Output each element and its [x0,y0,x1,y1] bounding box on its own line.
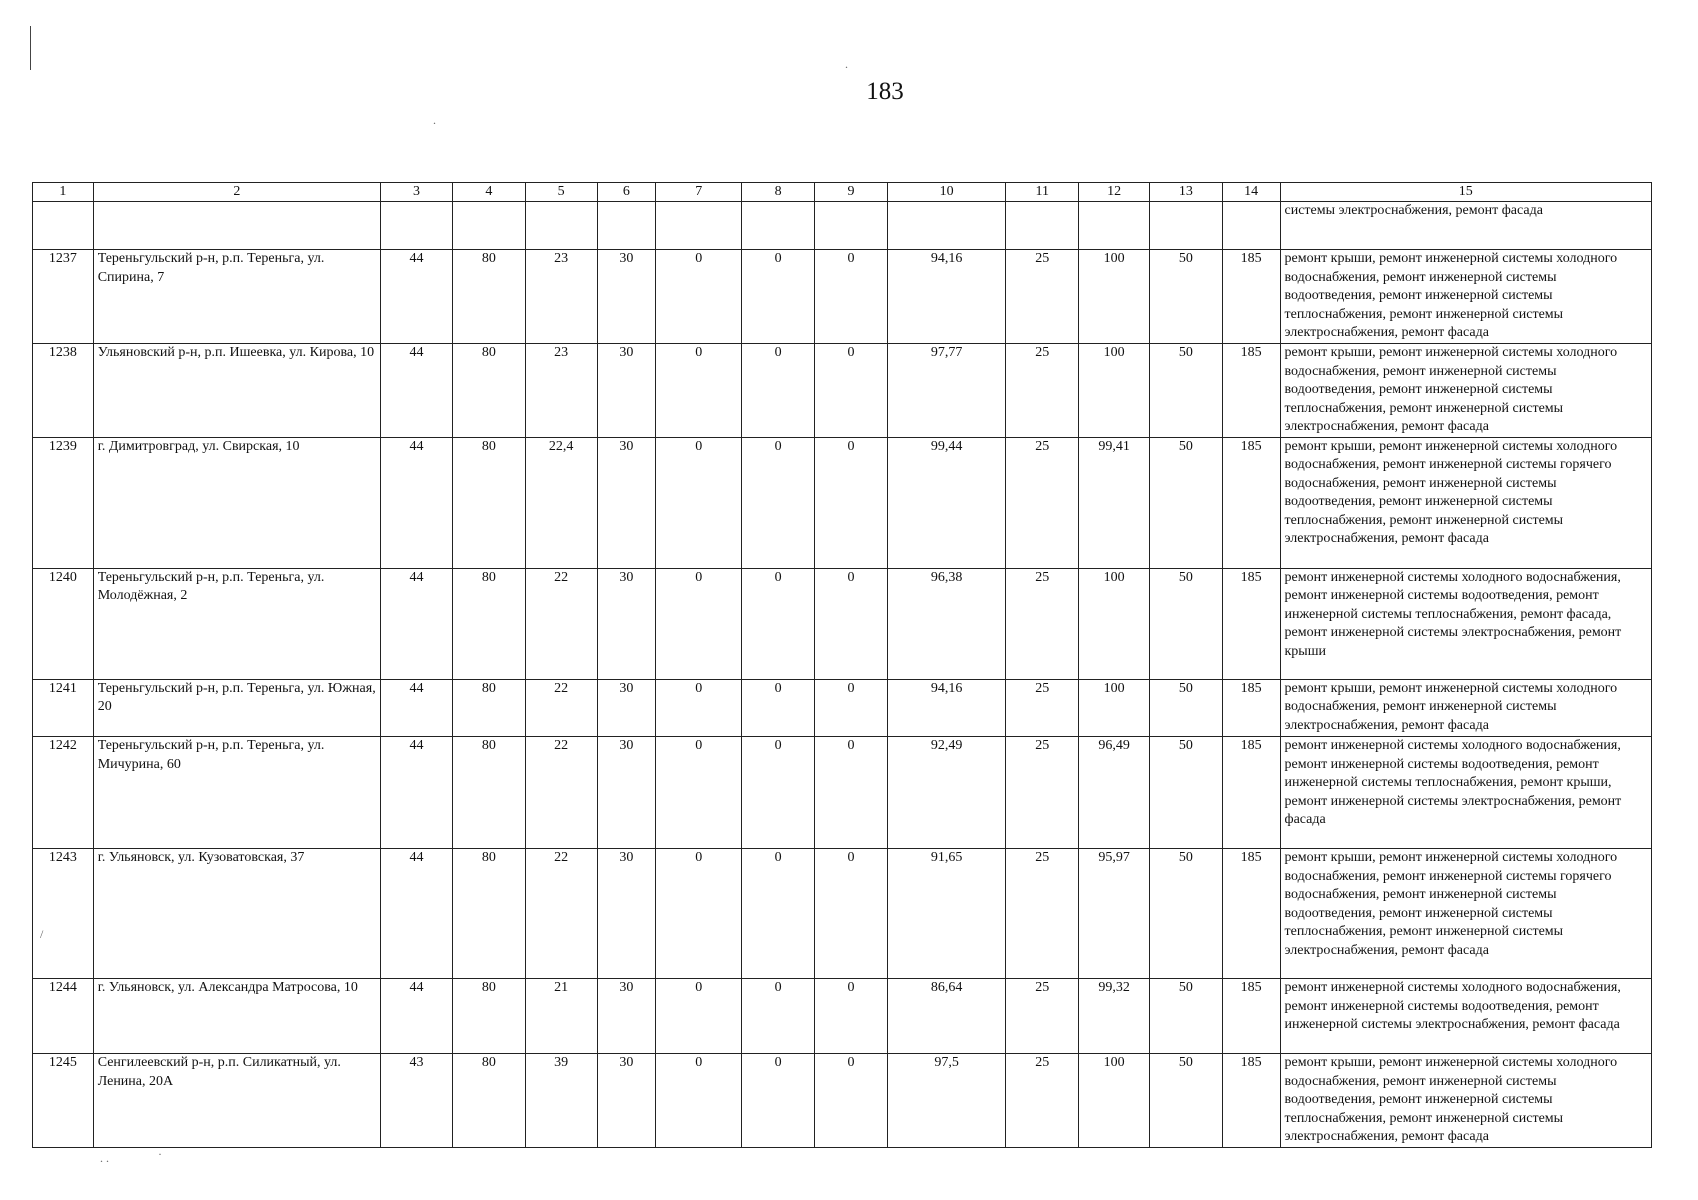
value-cell: 0 [656,568,742,679]
value-cell: 0 [742,568,815,679]
row-number-cell: 1241 [33,679,94,736]
value-cell: 80 [452,1054,525,1148]
empty-cell [656,202,742,250]
row-number-cell: 1245 [33,1054,94,1148]
works-cell: ремонт крыши, ремонт инженерной системы холодного водоснабжения, ремонт инженерной системы водоотведения, ремонт инженерной системы теплоснабжения, ремонт инженерной системы электроснабжения, ремонт фасада [1280,344,1652,438]
scan-speck: . [433,113,436,127]
value-cell: 43 [381,1054,453,1148]
row-number-cell: 1243 [33,849,94,979]
value-cell: 0 [656,1054,742,1148]
column-number: 9 [815,183,888,202]
value-cell: 185 [1222,437,1280,568]
column-number: 12 [1079,183,1150,202]
value-cell: 185 [1222,679,1280,736]
value-cell: 22,4 [525,437,597,568]
column-number: 8 [742,183,815,202]
value-cell: 185 [1222,979,1280,1054]
value-cell: 30 [597,979,656,1054]
value-cell: 99,41 [1079,437,1150,568]
value-cell: 50 [1149,737,1222,849]
column-number: 3 [381,183,453,202]
value-cell: 0 [656,344,742,438]
value-cell: 50 [1149,1054,1222,1148]
empty-cell [1149,202,1222,250]
value-cell: 80 [452,344,525,438]
works-cell: ремонт крыши, ремонт инженерной системы холодного водоснабжения, ремонт инженерной системы водоотведения, ремонт инженерной системы теплоснабжения, ремонт инженерной системы электроснабжения, ремонт фасада [1280,1054,1652,1148]
empty-cell [93,202,380,250]
table-row [33,344,1652,438]
scan-speck: . [845,57,848,71]
row-number-cell: 1239 [33,437,94,568]
empty-cell [525,202,597,250]
value-cell: 0 [815,1054,888,1148]
value-cell: 99,44 [887,437,1005,568]
works-cell: ремонт крыши, ремонт инженерной системы холодного водоснабжения, ремонт инженерной системы горячего водоснабжения, ремонт инженерной системы водоотведения, ремонт инженерной системы теплоснабжения, ремонт инженерной системы электроснабжения, ремонт фасада [1280,437,1652,568]
column-number: 1 [33,183,94,202]
table-row [33,437,1652,568]
scan-speck: · [158,1147,162,1161]
value-cell: 30 [597,679,656,736]
value-cell: 91,65 [887,849,1005,979]
value-cell: 30 [597,1054,656,1148]
table-row [33,849,1652,979]
empty-cell [887,202,1005,250]
value-cell: 0 [656,679,742,736]
value-cell: 50 [1149,437,1222,568]
value-cell: 185 [1222,568,1280,679]
value-cell: 30 [597,737,656,849]
value-cell: 30 [597,250,656,344]
value-cell: 0 [656,849,742,979]
value-cell: 0 [815,979,888,1054]
table-row [33,250,1652,344]
value-cell: 25 [1006,344,1079,438]
value-cell: 44 [381,344,453,438]
value-cell: 80 [452,250,525,344]
value-cell: 0 [815,849,888,979]
table-row [33,979,1652,1054]
value-cell: 0 [742,849,815,979]
works-cell: ремонт крыши, ремонт инженерной системы холодного водоснабжения, ремонт инженерной системы электроснабжения, ремонт фасада [1280,679,1652,736]
empty-cell [1222,202,1280,250]
address-cell: Тереньгульский р-н, р.п. Тереньга, ул. Молодёжная, 2 [93,568,380,679]
works-cell: ремонт инженерной системы холодного водоснабжения, ремонт инженерной системы водоотведения, ремонт инженерной системы электроснабжения, ремонт фасада [1280,979,1652,1054]
row-number-cell: 1237 [33,250,94,344]
table-row [33,1054,1652,1148]
value-cell: 44 [381,250,453,344]
value-cell: 97,77 [887,344,1005,438]
works-cell: ремонт инженерной системы холодного водоснабжения, ремонт инженерной системы водоотведения, ремонт инженерной системы теплоснабжения, ремонт фасада, ремонт инженерной системы электроснабжения, ремонт крыши [1280,568,1652,679]
address-cell: г. Димитровград, ул. Свирская, 10 [93,437,380,568]
value-cell: 25 [1006,737,1079,849]
scan-speck: . . [100,1151,109,1165]
value-cell: 0 [742,1054,815,1148]
column-number: 14 [1222,183,1280,202]
empty-cell [815,202,888,250]
value-cell: 86,64 [887,979,1005,1054]
empty-cell [452,202,525,250]
value-cell: 100 [1079,250,1150,344]
value-cell: 50 [1149,849,1222,979]
value-cell: 22 [525,679,597,736]
value-cell: 0 [742,437,815,568]
table-row [33,679,1652,736]
empty-cell [381,202,453,250]
value-cell: 30 [597,849,656,979]
value-cell: 50 [1149,568,1222,679]
column-number: 5 [525,183,597,202]
value-cell: 0 [656,737,742,849]
value-cell: 44 [381,568,453,679]
value-cell: 185 [1222,1054,1280,1148]
value-cell: 22 [525,849,597,979]
value-cell: 0 [815,250,888,344]
address-cell: Тереньгульский р-н, р.п. Тереньга, ул. Мичурина, 60 [93,737,380,849]
row-number-cell: 1242 [33,737,94,849]
value-cell: 25 [1006,568,1079,679]
value-cell: 0 [742,737,815,849]
address-cell: Тереньгульский р-н, р.п. Тереньга, ул. Южная, 20 [93,679,380,736]
address-cell: Сенгилеевский р-н, р.п. Силикатный, ул. Ленина, 20А [93,1054,380,1148]
continuation-row [33,202,1652,250]
value-cell: 30 [597,568,656,679]
value-cell: 30 [597,437,656,568]
column-number: 2 [93,183,380,202]
scan-speck: / [40,927,44,941]
value-cell: 96,38 [887,568,1005,679]
value-cell: 0 [742,679,815,736]
column-number: 6 [597,183,656,202]
value-cell: 50 [1149,679,1222,736]
value-cell: 94,16 [887,679,1005,736]
value-cell: 0 [815,568,888,679]
column-number: 7 [656,183,742,202]
value-cell: 100 [1079,568,1150,679]
value-cell: 96,49 [1079,737,1150,849]
value-cell: 21 [525,979,597,1054]
value-cell: 0 [656,437,742,568]
value-cell: 0 [815,344,888,438]
address-cell: Тереньгульский р-н, р.п. Тереньга, ул. Спирина, 7 [93,250,380,344]
value-cell: 50 [1149,250,1222,344]
value-cell: 39 [525,1054,597,1148]
value-cell: 185 [1222,250,1280,344]
value-cell: 80 [452,979,525,1054]
column-number: 11 [1006,183,1079,202]
value-cell: 0 [815,737,888,849]
empty-cell [742,202,815,250]
value-cell: 97,5 [887,1054,1005,1148]
table-row [33,568,1652,679]
value-cell: 44 [381,849,453,979]
value-cell: 0 [742,344,815,438]
value-cell: 92,49 [887,737,1005,849]
register-table [32,182,1652,1148]
value-cell: 0 [656,250,742,344]
value-cell: 100 [1079,1054,1150,1148]
value-cell: 22 [525,737,597,849]
value-cell: 0 [815,437,888,568]
value-cell: 25 [1006,979,1079,1054]
value-cell: 23 [525,250,597,344]
works-cell: ремонт инженерной системы холодного водоснабжения, ремонт инженерной системы водоотведения, ремонт инженерной системы теплоснабжения, ремонт крыши, ремонт инженерной системы электроснабжения, ремонт фасада [1280,737,1652,849]
works-cell: ремонт крыши, ремонт инженерной системы холодного водоснабжения, ремонт инженерной системы горячего водоснабжения, ремонт инженерной системы водоотведения, ремонт инженерной системы теплоснабжения, ремонт инженерной системы электроснабжения, ремонт фасада [1280,849,1652,979]
value-cell: 0 [742,979,815,1054]
value-cell: 0 [742,250,815,344]
value-cell: 25 [1006,437,1079,568]
value-cell: 100 [1079,679,1150,736]
address-cell: г. Ульяновск, ул. Кузоватовская, 37 [93,849,380,979]
value-cell: 185 [1222,344,1280,438]
column-number: 10 [887,183,1005,202]
value-cell: 95,97 [1079,849,1150,979]
value-cell: 185 [1222,849,1280,979]
value-cell: 22 [525,568,597,679]
page-number: 183 [866,78,904,105]
empty-cell [597,202,656,250]
value-cell: 44 [381,979,453,1054]
scan-margin-rule [30,26,31,70]
table-row [33,737,1652,849]
value-cell: 99,32 [1079,979,1150,1054]
value-cell: 94,16 [887,250,1005,344]
row-number-cell: 1240 [33,568,94,679]
value-cell: 80 [452,849,525,979]
column-number: 15 [1280,183,1652,202]
empty-cell [1006,202,1079,250]
value-cell: 44 [381,737,453,849]
empty-cell [33,202,94,250]
value-cell: 25 [1006,849,1079,979]
column-number: 13 [1149,183,1222,202]
value-cell: 0 [656,979,742,1054]
row-number-cell: 1238 [33,344,94,438]
value-cell: 44 [381,679,453,736]
value-cell: 23 [525,344,597,438]
value-cell: 80 [452,679,525,736]
value-cell: 25 [1006,679,1079,736]
value-cell: 80 [452,568,525,679]
row-number-cell: 1244 [33,979,94,1054]
value-cell: 185 [1222,737,1280,849]
value-cell: 80 [452,737,525,849]
value-cell: 100 [1079,344,1150,438]
value-cell: 50 [1149,979,1222,1054]
value-cell: 25 [1006,1054,1079,1148]
value-cell: 30 [597,344,656,438]
address-cell: Ульяновский р-н, р.п. Ишеевка, ул. Кирова, 10 [93,344,380,438]
column-number-row [33,183,1652,202]
value-cell: 25 [1006,250,1079,344]
works-cell: системы электроснабжения, ремонт фасада [1280,202,1652,250]
empty-cell [1079,202,1150,250]
works-cell: ремонт крыши, ремонт инженерной системы холодного водоснабжения, ремонт инженерной системы водоотведения, ремонт инженерной системы теплоснабжения, ремонт инженерной системы электроснабжения, ремонт фасада [1280,250,1652,344]
value-cell: 80 [452,437,525,568]
value-cell: 0 [815,679,888,736]
address-cell: г. Ульяновск, ул. Александра Матросова, 10 [93,979,380,1054]
value-cell: 50 [1149,344,1222,438]
column-number: 4 [452,183,525,202]
value-cell: 44 [381,437,453,568]
